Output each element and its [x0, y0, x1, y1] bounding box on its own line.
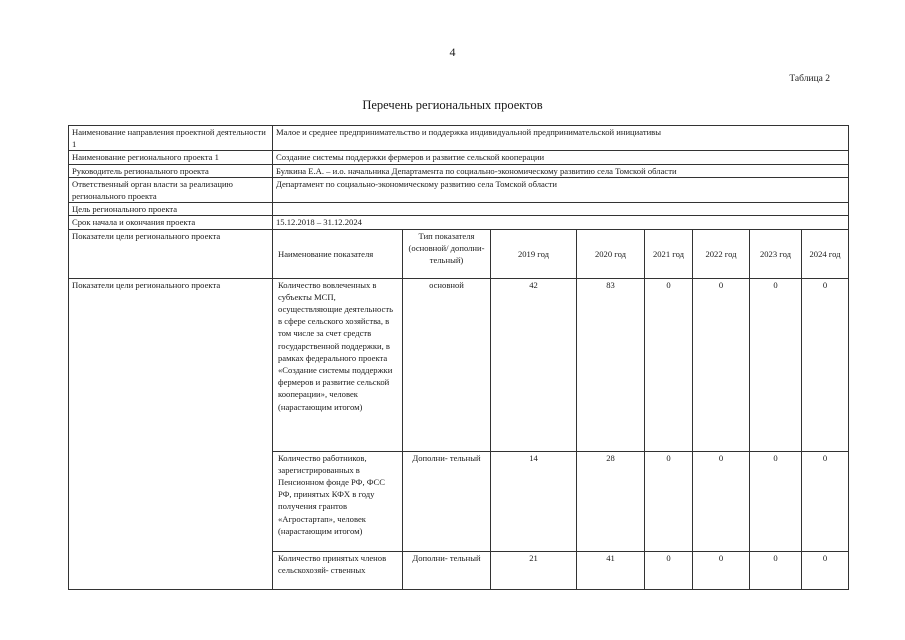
header-year: 2020 год — [577, 229, 645, 278]
table-label: Таблица 2 — [789, 74, 830, 84]
projects-table — [68, 125, 849, 590]
indicator-value: 0 — [802, 451, 849, 551]
row-head — [69, 164, 849, 177]
project-value: Создание системы поддержки фермеров и развитие сельской кооперации — [273, 151, 849, 164]
indicator-value: 0 — [750, 451, 802, 551]
header-year: 2019 год — [491, 229, 577, 278]
header-year: 2021 год — [645, 229, 693, 278]
row-direction — [69, 126, 849, 151]
indicator-value: 21 — [491, 551, 577, 589]
row-project — [69, 151, 849, 164]
indicator-value: 0 — [645, 551, 693, 589]
indicator-name: Количество принятых членов сельскохозяй- ственных — [273, 551, 403, 589]
indicator-value: 41 — [577, 551, 645, 589]
indicator-value: 42 — [491, 278, 577, 451]
head-label: Руководитель регионального проекта — [69, 164, 273, 177]
indicator-value: 0 — [693, 278, 750, 451]
indicators-label-2: Показатели цели регионального проекта — [69, 278, 273, 589]
header-indicator-type: Тип показателя (основной/ дополни- тельный) — [403, 229, 491, 278]
authority-label: Ответственный орган власти за реализацию регионального проекта — [69, 177, 273, 202]
indicator-type: Дополни- тельный — [403, 451, 491, 551]
indicator-type: основной — [403, 278, 491, 451]
page-number: 4 — [449, 45, 456, 59]
indicator-value: 0 — [645, 451, 693, 551]
indicator-value: 0 — [802, 278, 849, 451]
indicators-header-row — [69, 229, 849, 278]
direction-label: Наименование направления проектной деятельности 1 — [69, 126, 273, 151]
goal-value — [273, 203, 849, 216]
row-authority — [69, 177, 849, 202]
header-year: 2023 год — [750, 229, 802, 278]
indicator-name: Количество работников, зарегистрированных в Пенсионном фонде РФ, ФСС РФ, принятых КФХ в году получения грантов «Агростартап», человек (нарастающим итогом) — [273, 451, 403, 551]
goal-label: Цель регионального проекта — [69, 203, 273, 216]
indicator-value: 0 — [802, 551, 849, 589]
document-title: Перечень региональных проектов — [362, 98, 543, 112]
head-value: Булкина Е.А. – и.о. начальника Департамента по социально-экономическому развитию села Томской области — [273, 164, 849, 177]
project-label: Наименование регионального проекта 1 — [69, 151, 273, 164]
indicator-type: Дополни- тельный — [403, 551, 491, 589]
indicator-name: Количество вовлеченных в субъекты МСП, осуществляющие деятельность в сфере сельского хозяйства, в том числе за счет средств государственной поддержки, в рамках федерального проекта «Создание системы поддержки фермеров и развитие сельской кооперации», человек (нарастающим итогом) — [273, 278, 403, 451]
indicator-row — [69, 278, 849, 451]
indicator-value: 0 — [750, 278, 802, 451]
header-year: 2024 год — [802, 229, 849, 278]
indicator-value: 28 — [577, 451, 645, 551]
period-value: 15.12.2018 – 31.12.2024 — [273, 216, 849, 229]
indicator-value: 0 — [693, 551, 750, 589]
row-period — [69, 216, 849, 229]
indicator-value: 0 — [693, 451, 750, 551]
period-label: Срок начала и окончания проекта — [69, 216, 273, 229]
header-year: 2022 год — [693, 229, 750, 278]
indicator-value: 83 — [577, 278, 645, 451]
header-indicator-name: Наименование показателя — [273, 229, 403, 278]
indicator-value: 0 — [645, 278, 693, 451]
row-goal — [69, 203, 849, 216]
authority-value: Департамент по социально-экономическому развитию села Томской области — [273, 177, 849, 202]
indicator-value: 14 — [491, 451, 577, 551]
indicators-label: Показатели цели регионального проекта — [69, 229, 273, 278]
indicator-value: 0 — [750, 551, 802, 589]
direction-value: Малое и среднее предпринимательство и поддержка индивидуальной предпринимательской инициативы — [273, 126, 849, 151]
